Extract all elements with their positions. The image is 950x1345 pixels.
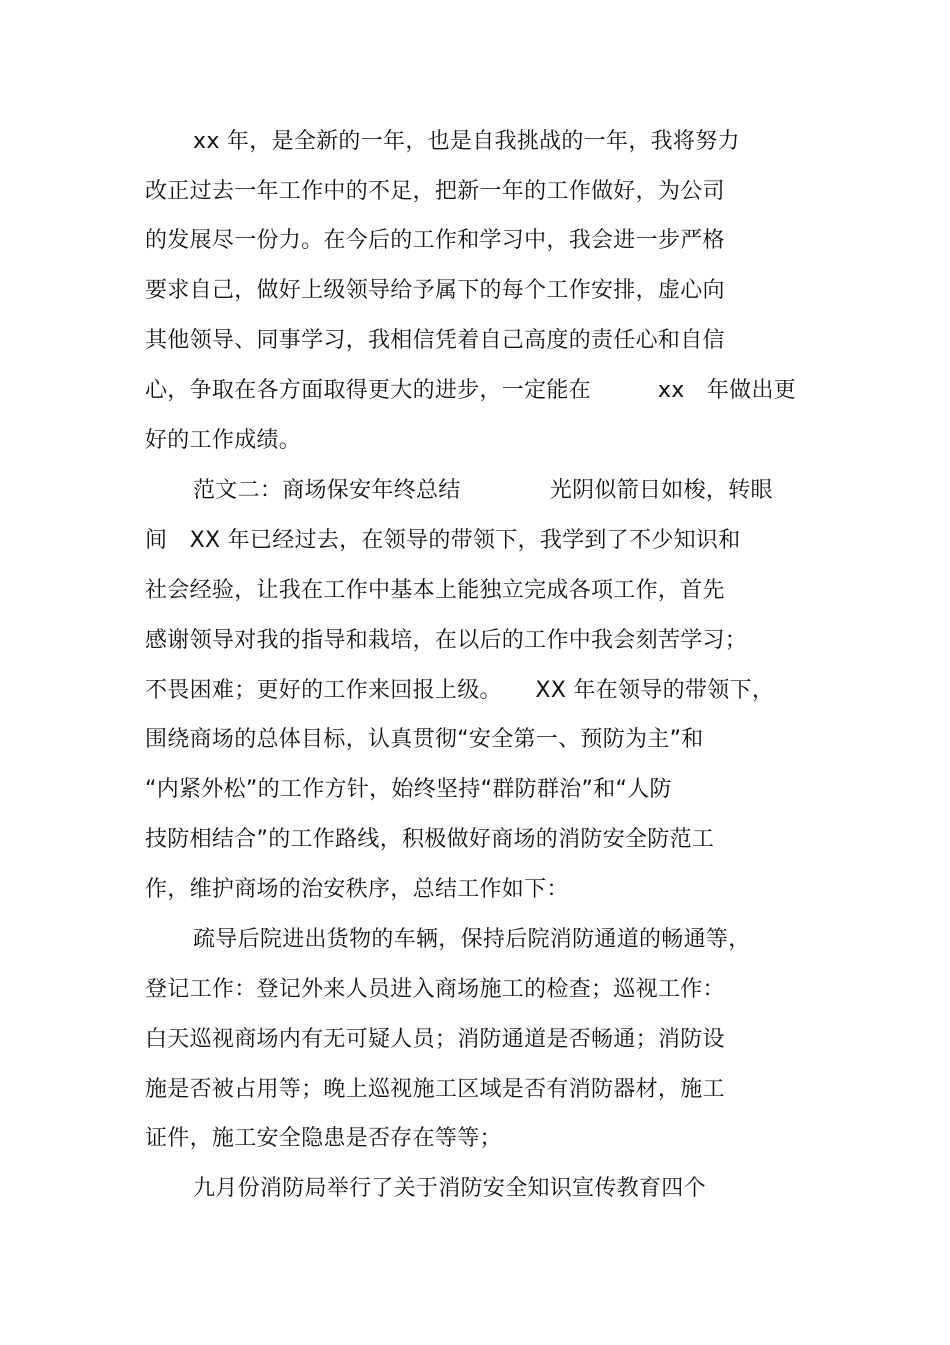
text-line: “内紧外松”的工作方针，始终坚持“群防群治”和“人防 bbox=[145, 777, 672, 802]
text-line: 社会经验，让我在工作中基本上能独立完成各项工作，首先 bbox=[145, 578, 725, 603]
text-line: 的发展尽一份力。在今后的工作和学习中，我会进一步严格 bbox=[145, 228, 725, 253]
text-line: 登记工作：登记外来人员进入商场施工的检查；巡视工作： bbox=[145, 977, 725, 1002]
text-line: 要求自己，做好上级领导给予属下的每个工作安排，虚心向 bbox=[145, 278, 725, 303]
text-line: xx 年，是全新的一年，也是自我挑战的一年，我将努力 bbox=[193, 129, 740, 154]
text-line: 作，维护商场的治安秩序，总结工作如下： bbox=[145, 877, 569, 902]
text-line: 证件，施工安全隐患是否存在等等； bbox=[145, 1126, 502, 1151]
text-line: 其他领导、同事学习，我相信凭着自己高度的责任心和自信 bbox=[145, 328, 725, 353]
text-line: 白天巡视商场内有无可疑人员；消防通道是否畅通；消防设 bbox=[145, 1027, 725, 1052]
text-line: 感谢领导对我的指导和栽培，在以后的工作中我会刻苦学习； bbox=[145, 628, 748, 653]
text-line: 改正过去一年工作中的不足，把新一年的工作做好，为公司 bbox=[145, 179, 725, 204]
text-line: 疏导后院进出货物的车辆，保持后院消防通道的畅通等， bbox=[193, 927, 751, 952]
text-line: 间 XX 年已经过去，在领导的带领下，我学到了不少知识和 bbox=[145, 528, 741, 553]
text-line: 围绕商场的总体目标，认真贯彻“安全第一、预防为主”和 bbox=[145, 727, 704, 752]
text-line: 不畏困难；更好的工作来回报上级。 XX 年在领导的带领下， bbox=[145, 678, 775, 703]
text-line: 施是否被占用等；晚上巡视施工区域是否有消防器材，施工 bbox=[145, 1077, 725, 1102]
section-heading-line: 范文二：商场保安年终总结 光阴似箭日如梭，转眼 bbox=[193, 478, 773, 503]
text-line: 九月份消防局举行了关于消防安全知识宣传教育四个 bbox=[193, 1176, 706, 1201]
text-line: 好的工作成绩。 bbox=[145, 428, 302, 453]
text-line: 心，争取在各方面取得更大的进步，一定能在 xx 年做出更 bbox=[145, 378, 797, 403]
text-line: 技防相结合”的工作路线，积极做好商场的消防安全防范工 bbox=[145, 827, 715, 852]
